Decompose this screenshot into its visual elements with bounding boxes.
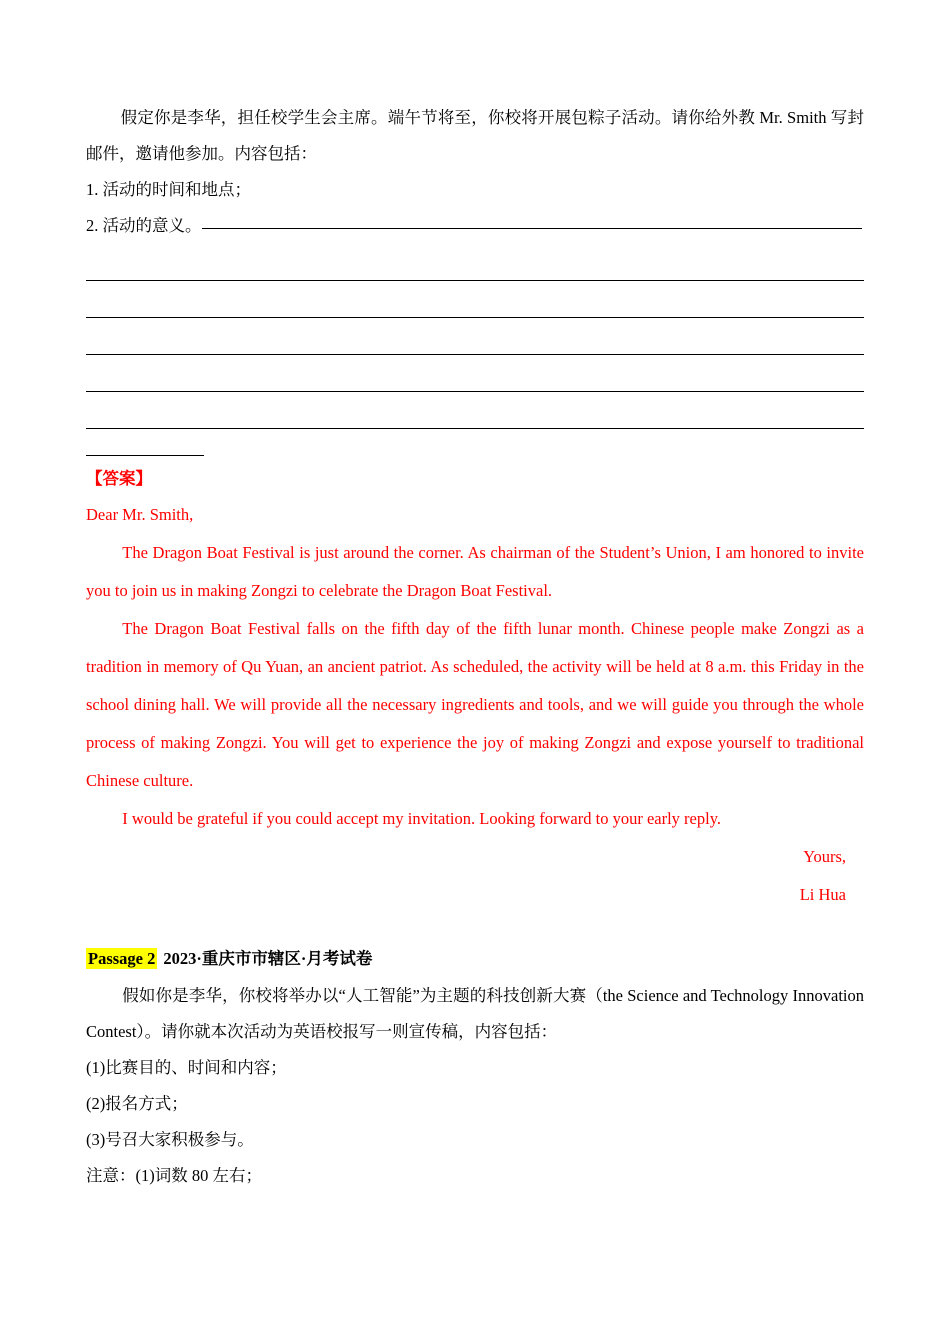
answer-blank-inline[interactable] — [202, 228, 862, 229]
answer-signature: Li Hua — [799, 885, 846, 904]
answer-label: 【答案】 — [86, 469, 152, 488]
answer-paragraph-2: The Dragon Boat Festival falls on the fifth day of the fifth lunar month. Chinese people make Zongzi as a tradition in memory of Qu Yuan, an ancient patriot. As scheduled, the activity will be held at 8 a.m. this Friday in the school dining hall. We will provide all the necessary ingredients and tools, and we will guide you through the whole process of making Zongzi. You will get to experience the joy of making Zongzi and expose yourself to traditional Chinese culture. — [86, 619, 864, 790]
passage1-prompt — [86, 100, 864, 244]
answer-sign-off: Yours, — [803, 847, 846, 866]
answer-blank-line[interactable] — [86, 355, 864, 392]
passage2-item-3: (3)号召大家积极参与。 — [86, 1130, 254, 1149]
passage2-note-1: 注意：(1)词数 80 左右； — [86, 1166, 262, 1185]
answer-greeting: Dear Mr. Smith, — [86, 505, 194, 524]
passage2-prompt — [86, 978, 864, 1194]
passage1-item-1: 1. 活动的时间和地点； — [86, 180, 251, 199]
answer-paragraph-3: I would be grateful if you could accept my invitation. Looking forward to your early reply. — [122, 809, 722, 828]
answer-blank-lines[interactable] — [86, 244, 864, 456]
passage1-item-2 — [86, 208, 864, 244]
answer-blank-line[interactable] — [86, 244, 864, 281]
passage1-item-2-label: 2. 活动的意义。 — [86, 216, 202, 235]
answer-paragraph-1: The Dragon Boat Festival is just around the corner. As chairman of the Student’s Union, I am honored to invite you to join us in making Zongzi to celebrate the Dragon Boat Festival. — [86, 543, 864, 600]
answer-blank-line-short[interactable] — [86, 429, 204, 456]
passage2-item-1: (1)比赛目的、时间和内容； — [86, 1058, 287, 1077]
answer-blank-line[interactable] — [86, 318, 864, 355]
answer-blank-line[interactable] — [86, 281, 864, 318]
passage1-prompt-intro: 假定你是李华，担任校学生会主席。端午节将至，你校将开展包粽子活动。请你给外教 Mr. Smith 写封邮件，邀请他参加。内容包括： — [86, 108, 864, 163]
passage2-item-2: (2)报名方式； — [86, 1094, 188, 1113]
passage2-tag: Passage 2 — [88, 949, 156, 968]
passage1-answer-body — [86, 496, 864, 914]
passage2-prompt-intro: 假如你是李华，你校将举办以“人工智能”为主题的科技创新大赛（the Science and Technology Innovation Contest）。请你就本次活动为英语校报写一则宣传稿，内容包括： — [86, 986, 864, 1041]
answer-blank-line[interactable] — [86, 392, 864, 429]
passage2-heading — [86, 944, 864, 974]
passage2-title: 2023·重庆市市辖区·月考试卷 — [163, 949, 373, 968]
